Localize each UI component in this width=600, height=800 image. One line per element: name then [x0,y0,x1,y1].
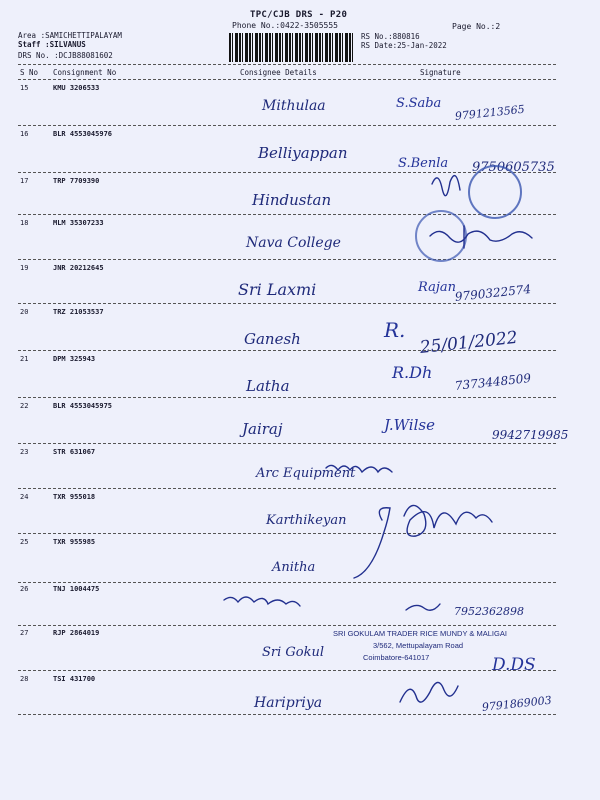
row-consignment: TRZ 21053537 [53,308,104,316]
stamp-line: Coimbatore-641017 [363,653,430,662]
row-signature: S.Benla [398,156,449,171]
stamp-line: SRI GOKULAM TRADER RICE MUNDY & MALIGAI [333,629,507,638]
row-consignee: Arc Equipment [256,466,356,481]
row-sno: 27 [20,629,29,637]
row-sno: 19 [20,264,29,272]
row-consignment: BLR 4553045975 [53,402,113,410]
row-consignment: TSI 431700 [53,675,96,683]
row-phone: 9790322574 [454,282,532,304]
row-consignee: Latha [246,377,290,395]
row-phone: 7952362898 [454,605,524,618]
row-signature: S.Saba [396,96,442,111]
row-consignment: MLM 35307233 [53,219,104,227]
row-sno: 17 [20,177,29,185]
row-consignment: RJP 2864019 [53,629,100,637]
drs-number: DRS No. :DCJB88081602 [18,51,113,60]
row-consignee: Mithulaa [262,98,326,114]
row-consignment: TNJ 1004475 [53,585,100,593]
row-sno: 18 [20,219,29,227]
col-consignment-header: Consignment No [53,68,117,77]
row-sno: 25 [20,538,29,546]
row-consignee: Belliyappan [258,144,348,162]
row-phone: 9942719985 [492,428,569,442]
row-consignee: Sri Laxmi [238,280,317,299]
rs-date: RS Date:25-Jan-2022 [361,41,447,50]
row-phone: 9750605735 [472,160,555,175]
row-sno: 23 [20,448,29,456]
staff-label: Staff :SILVANUS [18,40,86,49]
row-consignment: TXR 955018 [53,493,96,501]
row-sno: 21 [20,355,29,363]
row-sno: 15 [20,84,29,92]
row-consignee: Jairaj [242,420,283,438]
row-phone: 7373448509 [454,371,532,393]
row-signature: J.Wilse [384,416,435,434]
row-consignment: KMU 3206533 [53,84,100,92]
row-consignee: Anitha [272,560,316,575]
row-sno: 20 [20,308,29,316]
row-consignment: JNR 20212645 [53,264,104,272]
row-consignment: TXR 955985 [53,538,96,546]
row-phone: 9791213565 [454,102,526,123]
row-phone: 9791869003 [481,693,553,714]
col-consignee-header: Consignee Details [240,68,317,77]
row-signature: R.Dh [392,363,433,382]
row-sno: 22 [20,402,29,410]
phone-number: Phone No.:0422-3505555 [232,21,338,30]
row-consignee: Nava College [246,235,341,251]
row-sno: 24 [20,493,29,501]
row-consignee: Karthikeyan [266,513,347,528]
row-consignment: DPM 325943 [53,355,96,363]
row-consignment: BLR 4553045976 [53,130,113,138]
row-consignee: Hindustan [252,191,332,209]
stamp-line: 3/562, Mettupalayam Road [373,641,464,650]
sheet-title: TPC/CJB DRS - P20 [250,10,348,20]
row-consignee: Ganesh [244,330,301,348]
row-signature: Rajan [418,280,456,295]
row-consignment: TRP 7709390 [53,177,100,185]
row-consignee: Sri Gokul [262,645,325,660]
row-signature: R. [384,318,406,342]
rs-number: RS No.:880816 [361,32,420,41]
row-consignment: STR 631067 [53,448,96,456]
row-signature: D.DS [492,655,536,675]
col-sno-header: S No [20,68,39,77]
row-phone: 25/01/2022 [418,327,519,358]
col-signature-header: Signature [420,68,461,77]
row-sno: 16 [20,130,29,138]
row-sno: 26 [20,585,29,593]
row-consignee: Haripriya [254,695,323,711]
area-label: Area :SAMICHETTIPALAYAM [18,31,122,40]
row-sno: 28 [20,675,29,683]
page-number: Page No.:2 [452,22,501,31]
